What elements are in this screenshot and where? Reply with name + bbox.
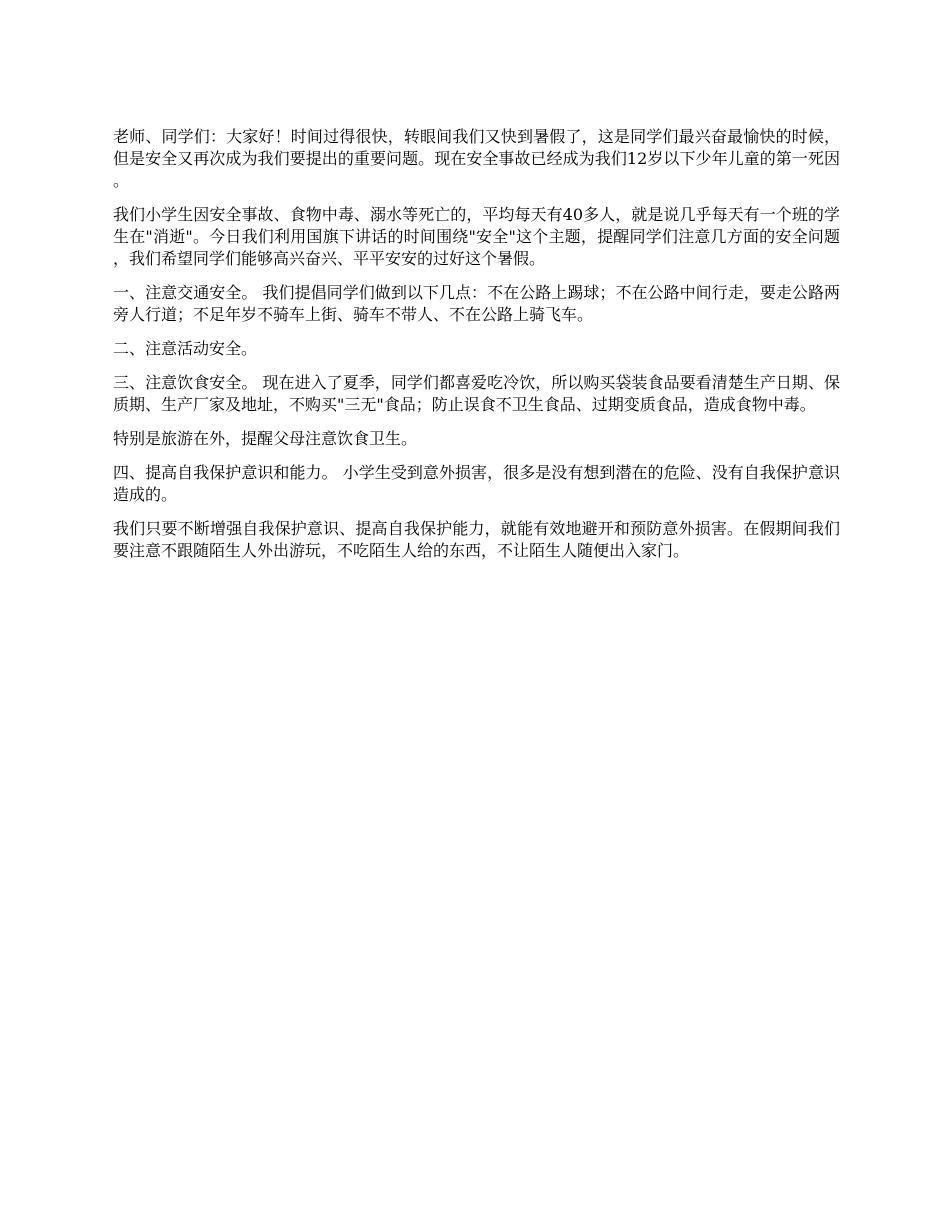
paragraph-travel-hygiene: 特别是旅游在外，提醒父母注意饮食卫生。 xyxy=(113,429,418,448)
document-page xyxy=(113,126,840,574)
paragraph-traffic-safety: 一、注意交通安全。 我们提倡同学们做到以下几点：不在公路上踢球；不在公路中间行走，要走公路两旁人行道；不足年岁不骑车上街、骑车不带人、不在公路上骑飞车。 xyxy=(113,283,840,324)
paragraph-statistics: 我们小学生因安全事故、食物中毒、溺水等死亡的，平均每天有40多人，就是说几乎每天有一个班的学生在"消逝"。今日我们利用国旗下讲话的时间围绕"安全"这个主题，提醒同学们注意几方面的安全问题，我们希望同学们能够高兴奋兴、平平安安的过好这个暑假。 xyxy=(113,205,840,268)
paragraph-activity-safety: 二、注意活动安全。 xyxy=(113,339,258,358)
paragraph-conclusion: 我们只要不断增强自我保护意识、提高自我保护能力，就能有效地避开和预防意外损害。在假期间我们要注意不跟随陌生人外出游玩，不吃陌生人给的东西，不让陌生人随便出入家门。 xyxy=(113,519,840,560)
paragraph-greeting: 老师、同学们：大家好！时间过得很快，转眼间我们又快到暑假了，这是同学们最兴奋最愉快的时候，但是安全又再次成为我们要提出的重要问题。现在安全事故已经成为我们12岁以下少年儿童的第一死因。 xyxy=(113,127,840,190)
paragraph-self-protection: 四、提高自我保护意识和能力。 小学生受到意外损害，很多是没有想到潜在的危险、没有自我保护意识造成的。 xyxy=(113,463,840,504)
paragraph-food-safety: 三、注意饮食安全。 现在进入了夏季，同学们都喜爱吃冷饮，所以购买袋装食品要看清楚生产日期、保质期、生产厂家及地址，不购买"三无"食品；防止误食不卫生食品、过期变质食品，造成食物中毒。 xyxy=(113,373,840,414)
